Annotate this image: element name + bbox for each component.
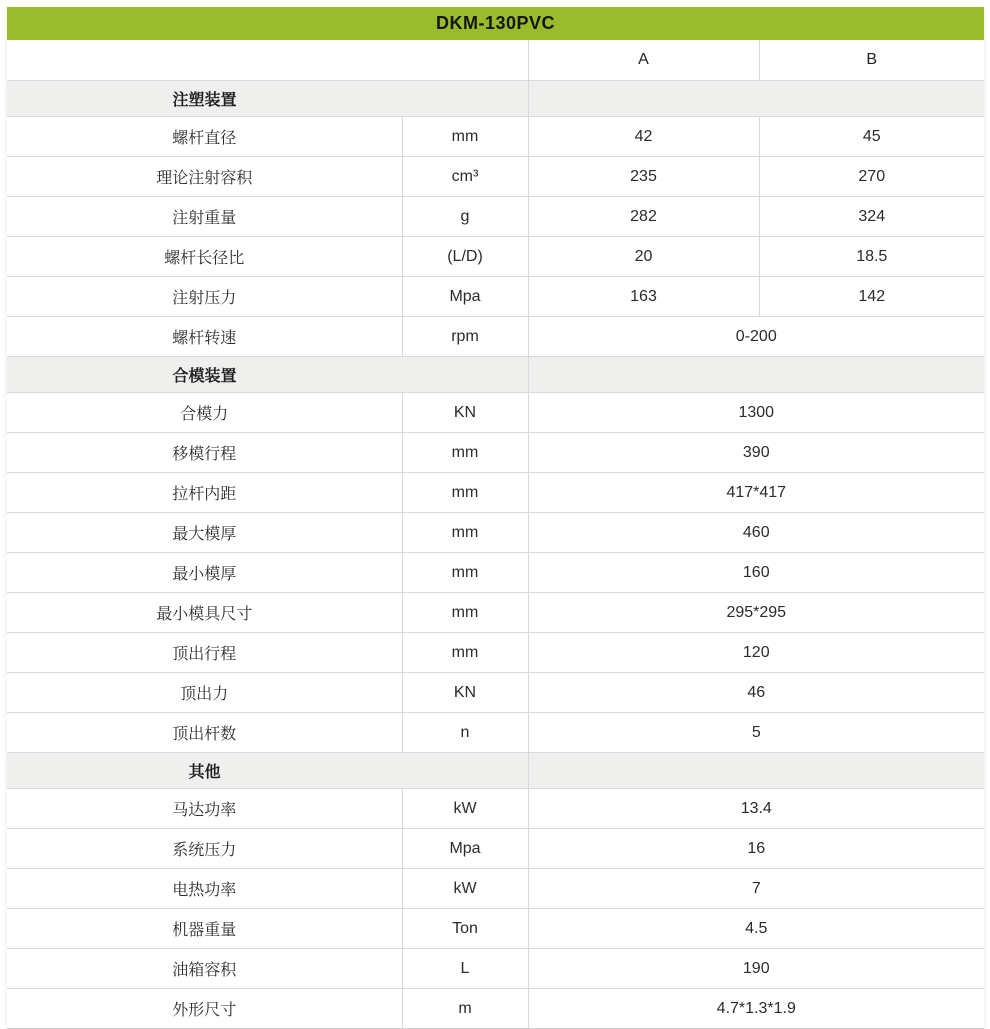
spec-row [7,829,984,869]
column-header-row [7,40,984,81]
spec-unit: Ton [402,909,528,949]
spec-unit: mm [402,633,528,673]
spec-value: 5 [528,713,984,753]
section-title: 合模装置 [172,368,237,385]
section-title-cell [7,81,528,117]
spec-row [7,117,984,157]
section-title-cell [7,357,528,393]
spec-value: 16 [528,829,984,869]
spec-label: 最小模具尺寸 [7,593,402,633]
spec-unit: Mpa [402,829,528,869]
spec-row [7,593,984,633]
spec-row [7,869,984,909]
spec-label: 外形尺寸 [7,989,402,1029]
spec-row [7,157,984,197]
spec-unit: n [402,713,528,753]
spec-label: 系统压力 [7,829,402,869]
spec-value: 295*295 [528,593,984,633]
section-header-row [7,357,984,393]
column-header-b: B [759,40,984,81]
spec-value: 1300 [528,393,984,433]
spec-label: 电热功率 [7,869,402,909]
column-header-a: A [528,40,759,81]
empty-header-cell [7,40,528,81]
spec-value: 13.4 [528,789,984,829]
spec-unit: mm [402,593,528,633]
spec-label: 螺杆长径比 [7,237,402,277]
spec-label: 油箱容积 [7,949,402,989]
spec-row [7,473,984,513]
section-title: 注塑装置 [172,92,237,109]
spec-value-a: 163 [528,277,759,317]
spec-value: 7 [528,869,984,909]
spec-value-b: 142 [759,277,984,317]
spec-row [7,713,984,753]
spec-value: 0-200 [528,317,984,357]
spec-value: 460 [528,513,984,553]
spec-unit: mm [402,513,528,553]
spec-value-a: 20 [528,237,759,277]
spec-value-b: 270 [759,157,984,197]
spec-value: 4.5 [528,909,984,949]
model-title: DKM-130PVC [7,7,984,40]
spec-row [7,433,984,473]
spec-row [7,673,984,713]
spec-label: 合模力 [7,393,402,433]
spec-unit: mm [402,553,528,593]
spec-unit: mm [402,473,528,513]
spec-row [7,553,984,593]
spec-value-b: 324 [759,197,984,237]
spec-unit: mm [402,433,528,473]
spec-label: 马达功率 [7,789,402,829]
spec-value: 120 [528,633,984,673]
spec-unit: mm [402,117,528,157]
spec-label: 最大模厚 [7,513,402,553]
spec-row [7,197,984,237]
spec-unit: g [402,197,528,237]
section-filler-cell [528,753,984,789]
spec-row [7,237,984,277]
spec-label: 理论注射容积 [7,157,402,197]
spec-row [7,633,984,673]
spec-unit: rpm [402,317,528,357]
spec-unit: kW [402,789,528,829]
section-header-row [7,81,984,117]
spec-label: 注射重量 [7,197,402,237]
section-header-row [7,753,984,789]
spec-value-a: 42 [528,117,759,157]
spec-label: 移模行程 [7,433,402,473]
spec-value: 390 [528,433,984,473]
spec-unit: L [402,949,528,989]
spec-unit: Mpa [402,277,528,317]
spec-value: 46 [528,673,984,713]
spec-row [7,513,984,553]
spec-row [7,277,984,317]
spec-row [7,989,984,1029]
spec-row [7,909,984,949]
spec-unit: KN [402,673,528,713]
spec-value-b: 18.5 [759,237,984,277]
spec-label: 机器重量 [7,909,402,949]
section-title-cell [7,753,528,789]
spec-value: 417*417 [528,473,984,513]
table-title-row [7,7,984,40]
spec-value-a: 235 [528,157,759,197]
spec-row [7,317,984,357]
spec-value-b: 45 [759,117,984,157]
spec-table-body [7,81,984,1029]
spec-value: 190 [528,949,984,989]
spec-row [7,789,984,829]
machine-spec-table [7,7,984,1029]
spec-unit: m [402,989,528,1029]
spec-row [7,949,984,989]
spec-label: 注射压力 [7,277,402,317]
spec-unit: (L/D) [402,237,528,277]
spec-label: 顶出行程 [7,633,402,673]
spec-unit: KN [402,393,528,433]
spec-label: 螺杆直径 [7,117,402,157]
spec-label: 螺杆转速 [7,317,402,357]
spec-label: 顶出杆数 [7,713,402,753]
spec-value: 4.7*1.3*1.9 [528,989,984,1029]
section-title: 其他 [188,764,221,781]
spec-label: 顶出力 [7,673,402,713]
spec-label: 拉杆内距 [7,473,402,513]
section-filler-cell [528,357,984,393]
spec-label: 最小模厚 [7,553,402,593]
spec-unit: cm³ [402,157,528,197]
spec-value-a: 282 [528,197,759,237]
spec-row [7,393,984,433]
section-filler-cell [528,81,984,117]
spec-unit: kW [402,869,528,909]
spec-value: 160 [528,553,984,593]
